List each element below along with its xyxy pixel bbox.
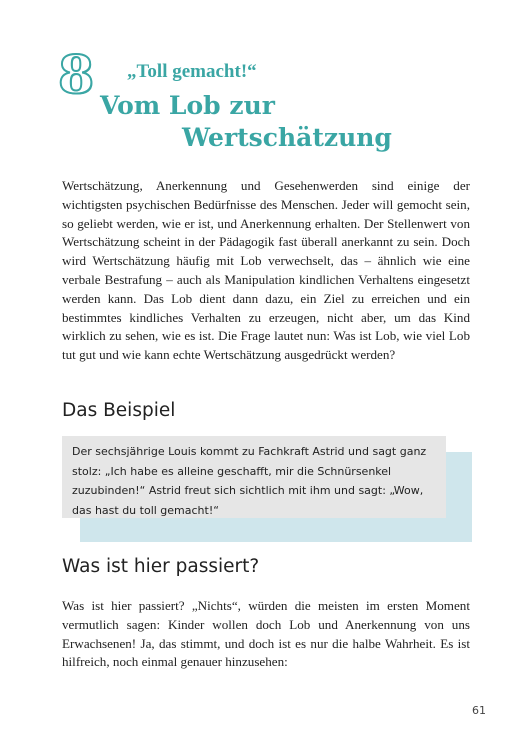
- example-box: Der sechsjährige Louis kommt zu Fachkraft Astrid und sagt ganz stolz: „Ich habe es alleine geschafft, mir die Schnürsenkel zuzubinden!“ Astrid freut sich sichtlich mit ihm und sagt: „Wow, das hast du toll gemacht!“: [62, 436, 446, 518]
- section-heading-what-happened: Was ist hier passiert?: [62, 556, 260, 577]
- chapter-title-line1: Vom Lob zur: [100, 91, 275, 120]
- section-heading-example: Das Beispiel: [62, 400, 176, 421]
- chapter-title-line2: Wertschätzung: [182, 123, 392, 152]
- page-number: 61: [472, 704, 486, 717]
- chapter-title: [100, 90, 420, 154]
- chapter-number: 8: [58, 45, 95, 106]
- intro-paragraph: Wertschätzung, Anerkennung und Gesehenwerden sind einige der wichtigsten psychischen Bedürfnisse des Menschen. Jeder will gemocht sein, so geliebt werden, wie er ist, und Anerkennung erhalten. Der Stellenwert von Wertschätzung scheint in der Pädagogik fast überall anerkannt zu sein. Doch wird Wertschätzung häufig mit Lob verwechselt, das – ähnlich wie eine verbale Bestrafung – auch als Manipulation kindlichen Verhaltens eingesetzt werden kann. Das Lob dient dann dazu, ein Ziel zu erreichen und ein bestimmtes kindliches Verhalten zu erzeugen, nicht aber, um das Kind wirklich zu sehen, wie es ist. Die Frage lautet nun: Was ist Lob, wie viel Lob tut gut und wie kann echte Wertschätzung ausgedrückt werden?: [62, 178, 470, 363]
- chapter-quote: „Toll gemacht!“: [127, 61, 257, 82]
- section-paragraph: Was ist hier passiert? „Nichts“, würden die meisten im ersten Moment vermutlich sagen: Kinder wollen doch Lob und Anerkennung von uns Erwachsenen! Ja, das stimmt, und doch ist es nur die halbe Wahrheit. Es ist hilfreich, noch einmal genauer hinzusehen:: [62, 598, 470, 670]
